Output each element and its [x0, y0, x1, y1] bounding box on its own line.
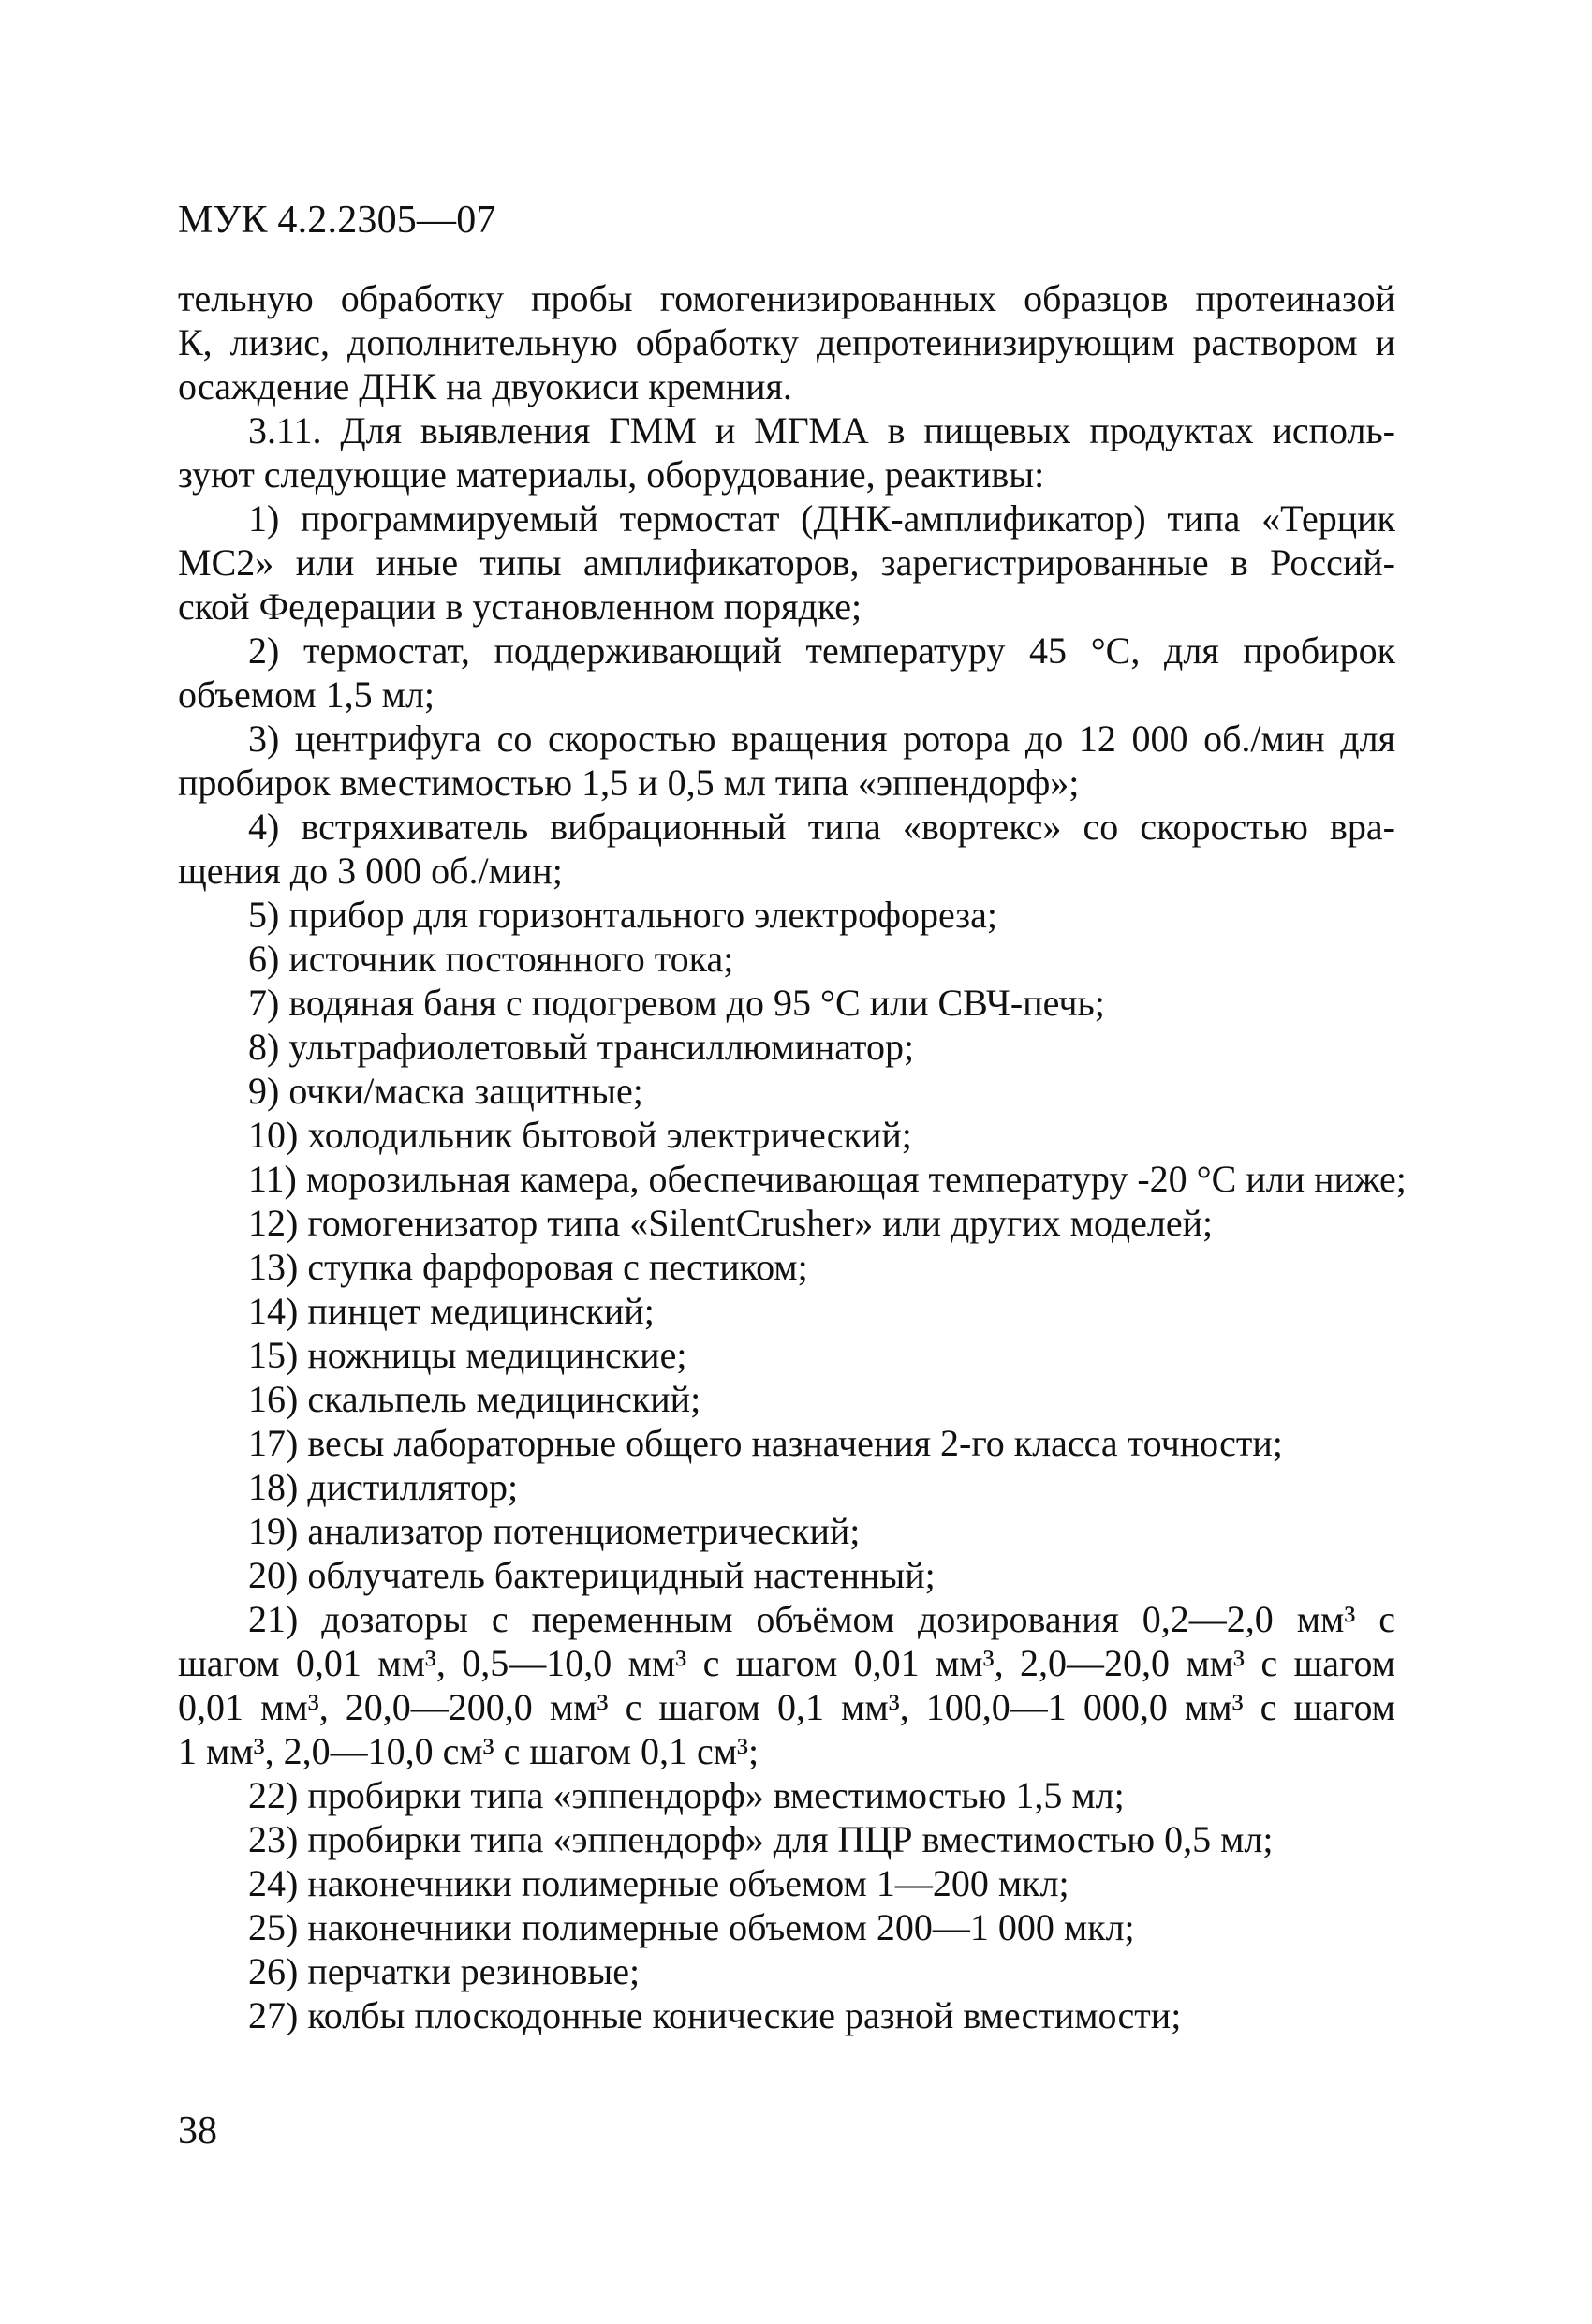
- text-line: 17) весы лабораторные общего назначения 2-го класса точности;: [248, 1422, 1283, 1464]
- text-line: 27) колбы плоскодонные конические разной вместимости;: [248, 1994, 1182, 2036]
- text-line: 24) наконечники полимерные объемом 1—200 мкл;: [248, 1862, 1069, 1904]
- text-line: 12) гомогенизатор типа «SilentCrusher» или других моделей;: [248, 1202, 1214, 1244]
- text-line: 7) водяная баня с подогревом до 95 °С или СВЧ-печь;: [248, 982, 1105, 1024]
- text-line: 19) анализатор потенциометрический;: [248, 1510, 861, 1552]
- text-line: 16) скальпель медицинский;: [248, 1378, 701, 1420]
- text-line: 0,01 мм³, 20,0—200,0 мм³ с шагом 0,1 мм³, 100,0—1 000,0 мм³ с шагом: [178, 1686, 1395, 1728]
- text-line: 11) морозильная камера, обеспечивающая температуру -20 °С или ниже;: [248, 1158, 1407, 1200]
- text-line: объемом 1,5 мл;: [178, 674, 435, 716]
- text-line: 15) ножницы медицинские;: [248, 1334, 687, 1376]
- text-line: 4) встряхиватель вибрационный типа «вортекс» со скоростью вра-: [248, 806, 1395, 848]
- text-line: МС2» или иные типы амплификаторов, зарегистрированные в Россий-: [178, 541, 1395, 584]
- text-line: 13) ступка фарфоровая с пестиком;: [248, 1246, 808, 1288]
- text-line: щения до 3 000 об./мин;: [178, 850, 563, 892]
- text-line: 9) очки/маска защитные;: [248, 1070, 643, 1112]
- text-line: 5) прибор для горизонтального электрофореза;: [248, 894, 997, 936]
- text-line: 3) центрифуга со скоростью вращения ротора до 12 000 об./мин для: [248, 718, 1395, 760]
- text-line: шагом 0,01 мм³, 0,5—10,0 мм³ с шагом 0,01 мм³, 2,0—20,0 мм³ с шагом: [178, 1642, 1395, 1684]
- text-line: 3.11. Для выявления ГММ и МГМА в пищевых продуктах исполь-: [248, 409, 1395, 451]
- text-line: 26) перчатки резиновые;: [248, 1950, 641, 1992]
- text-line: 20) облучатель бактерицидный настенный;: [248, 1554, 936, 1596]
- text-line: 2) термостат, поддерживающий температуру 45 °С, для пробирок: [248, 629, 1395, 672]
- text-line: 18) дистиллятор;: [248, 1466, 519, 1508]
- text-line: 10) холодильник бытовой электрический;: [248, 1114, 912, 1156]
- text-line: пробирок вместимостью 1,5 и 0,5 мл типа «эппендорф»;: [178, 762, 1080, 804]
- text-line: К, лизис, дополнительную обработку депротеинизирующим раствором и: [178, 321, 1395, 363]
- text-line: ской Федерации в установленном порядке;: [178, 585, 862, 628]
- text-line: 8) ультрафиолетовый трансиллюминатор;: [248, 1026, 915, 1068]
- document-body: [178, 276, 1407, 2037]
- text-line: 22) пробирки типа «эппендорф» вместимостью 1,5 мл;: [248, 1774, 1125, 1816]
- page-number: 38: [178, 2109, 217, 2153]
- text-line: тельную обработку пробы гомогенизированных образцов протеиназой: [178, 277, 1395, 319]
- document-header: МУК 4.2.2305—07: [178, 199, 496, 242]
- text-line: 14) пинцет медицинский;: [248, 1290, 655, 1332]
- text-line: 1) программируемый термостат (ДНК-амплификатор) типа «Терцик: [248, 497, 1395, 540]
- text-line: зуют следующие материалы, оборудование, реактивы:: [178, 453, 1045, 496]
- text-line: 6) источник постоянного тока;: [248, 938, 734, 980]
- text-line: 1 мм³, 2,0—10,0 см³ с шагом 0,1 см³;: [178, 1730, 759, 1772]
- text-line: 25) наконечники полимерные объемом 200—1 000 мкл;: [248, 1906, 1135, 1948]
- text-line: осаждение ДНК на двуокиси кремния.: [178, 365, 792, 407]
- text-line: 21) дозаторы с переменным объёмом дозирования 0,2—2,0 мм³ с: [248, 1598, 1395, 1640]
- text-line: 23) пробирки типа «эппендорф» для ПЦР вместимостью 0,5 мл;: [248, 1818, 1274, 1860]
